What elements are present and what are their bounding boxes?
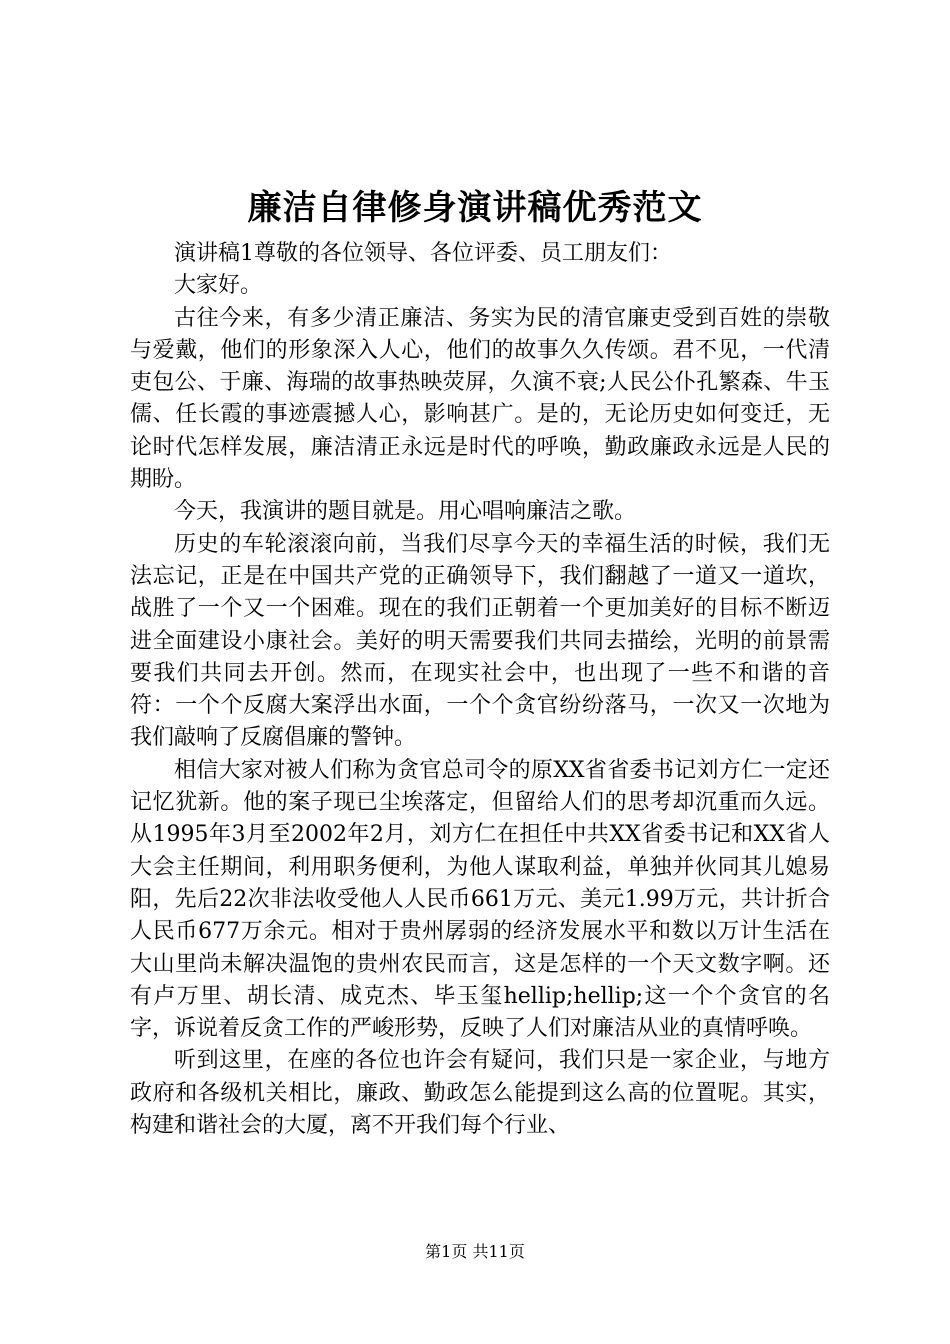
paragraph-intro: 古往今来，有多少清正廉洁、务实为民的清官廉吏受到百姓的崇敬与爱戴，他们的形象深入人心，他们的故事久久传颂。君不见，一代清吏包公、于廉、海瑞的故事热映荧屏，久演不衰;人民公仆孔繁森、牛玉儒、任长霞的事迹震撼人心，影响甚广。是的，无论历史如何变迁，无论时代怎样发展，廉洁清正永远是时代的呼唤，勤政廉政永远是人民的期盼。 — [130, 305, 830, 493]
page-count: 共11页 — [472, 1242, 525, 1261]
paragraph-salutation: 演讲稿1尊敬的各位领导、各位评委、员工朋友们： — [174, 241, 672, 266]
paragraph-topic: 今天，我演讲的题目就是。用心唱响廉洁之歌。 — [174, 499, 637, 525]
paragraph-history: 历史的车轮滚滚向前，当我们尽享今天的幸福生活的时候，我们无法忘记，正是在中国共产党的正确领导下，我们翻越了一道又一道坎，战胜了一个又一个困难。现在的我们正朝着一个更加美好的目标不断迈进全面建设小康社会。美好的明天需要我们共同去描绘，光明的前景需要我们共同去开创。然而，在现实社会中，也出现了一些不和谐的音符：一个个反腐大案浮出水面，一个个贪官纷纷落马，一次又一次地为我们敲响了反腐倡廉的警钟。 — [130, 531, 830, 751]
paragraph-case: 相信大家对被人们称为贪官总司令的原XX省省委书记刘方仁一定还记忆犹新。他的案子现已尘埃落定，但留给人们的思考却沉重而久远。从1995年3月至2002年2月，刘方仁在担任中共XX省委书记和XX省人大会主任期间，利用职务便利，为他人谋取利益，单独并伙同其儿媳易阳，先后22次非法收受他人人民币661万元、美元1.99万元，共计折合人民币677万余元。相对于贵州孱弱的经济发展水平和数以万计生活在大山里尚未解决温饱的贵州农民而言，这是怎样的一个天文数字啊。还有卢万里、胡长清、成克杰、毕玉玺hellip;hellip;这一个个贪官的名字，诉说着反贪工作的严峻形势，反映了人们对廉洁从业的真情呼唤。 — [130, 757, 830, 1042]
document-body — [130, 238, 830, 1142]
page-number: 第1页 — [425, 1242, 468, 1261]
page-footer — [0, 1240, 950, 1264]
paragraph-greeting: 大家好。 — [174, 273, 263, 299]
document-title: 廉洁自律修身演讲稿优秀范文 — [247, 188, 703, 228]
paragraph-question: 听到这里，在座的各位也许会有疑问，我们只是一家企业，与地方政府和各级机关相比，廉政、勤政怎么能提到这么高的位置呢。其实，构建和谐社会的大厦，离不开我们每个行业、 — [130, 1048, 830, 1139]
